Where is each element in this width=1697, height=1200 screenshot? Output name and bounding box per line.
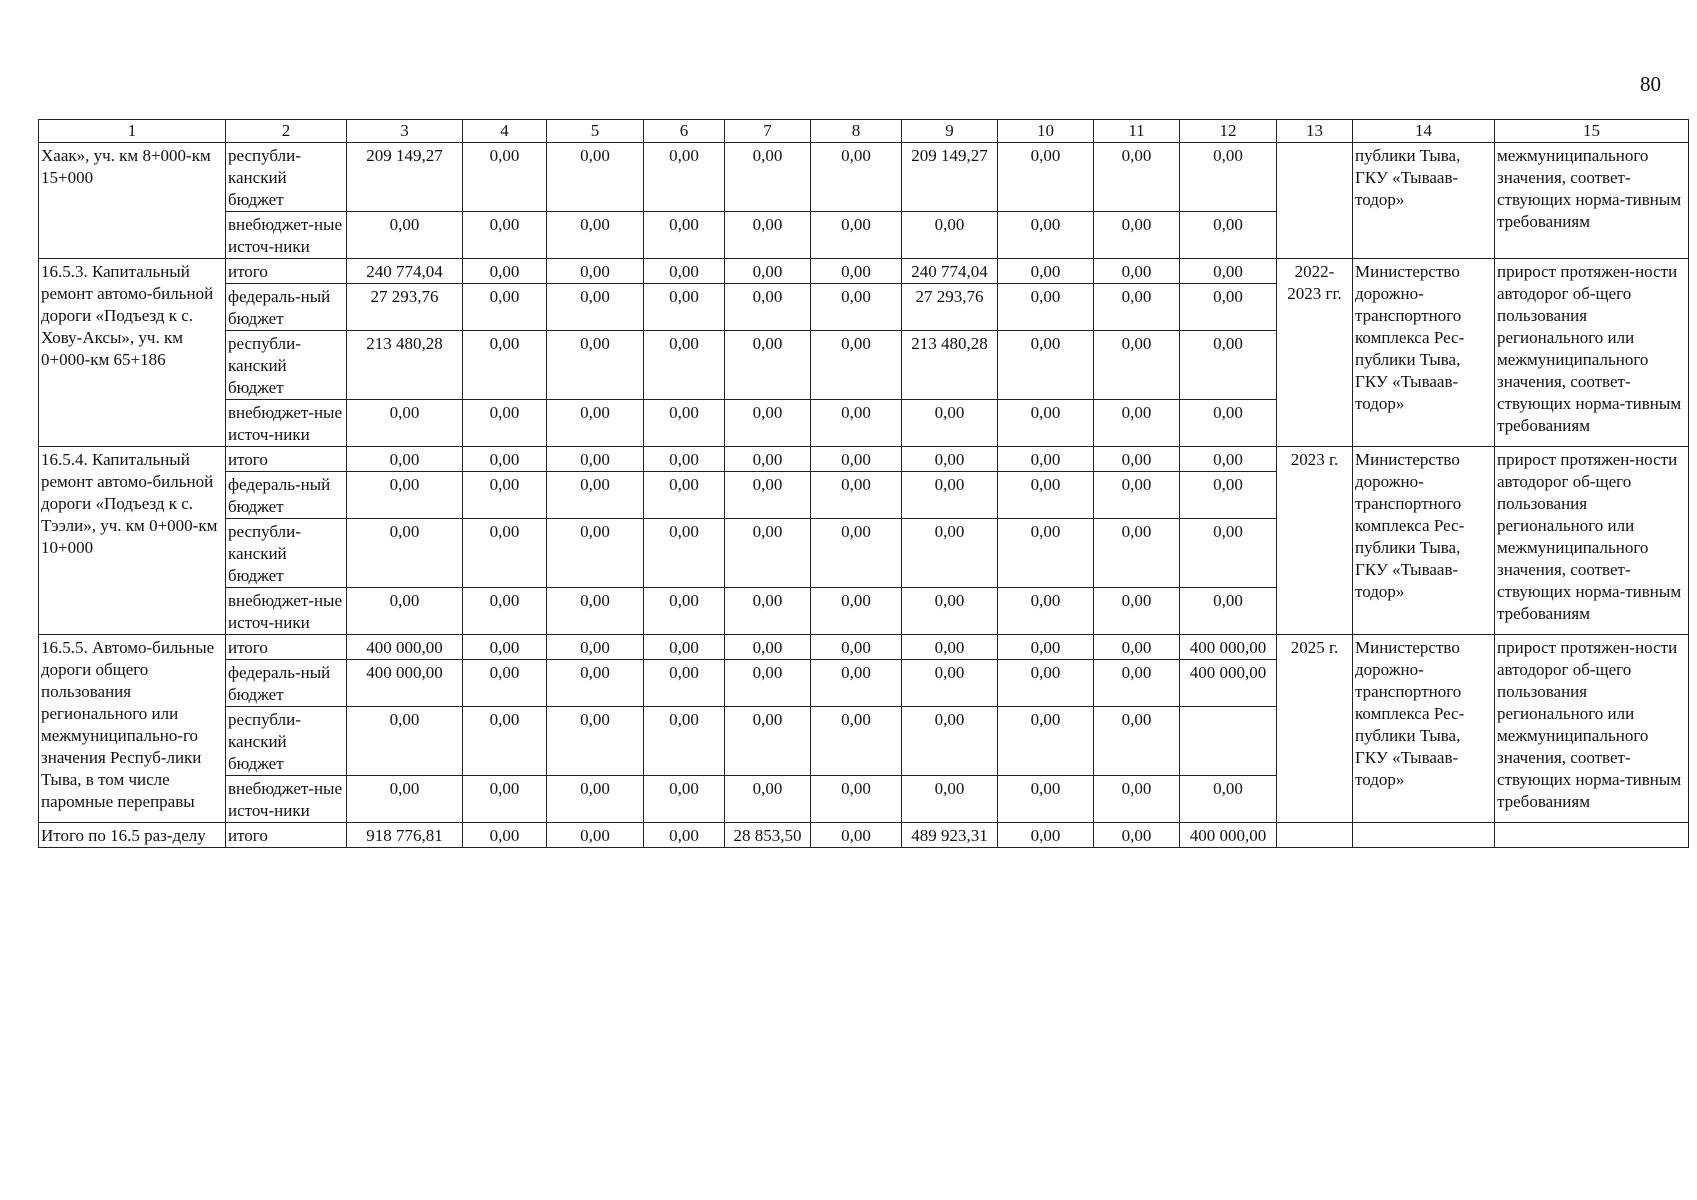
amount-cell: 0,00 (998, 472, 1094, 519)
column-number: 1 (39, 120, 226, 143)
measure-name-cell: 16.5.3. Капитальный ремонт автомо-бильной дороги «Подъезд к с. Хову-Аксы», уч. км 0+000-км 65+186 (39, 259, 226, 447)
amount-cell: 0,00 (1180, 588, 1277, 635)
amount-cell: 0,00 (1094, 400, 1180, 447)
amount-cell: 0,00 (644, 212, 725, 259)
amount-cell: 0,00 (547, 519, 644, 588)
amount-cell: 0,00 (811, 331, 902, 400)
amount-cell: 0,00 (902, 776, 998, 823)
amount-cell: 0,00 (547, 284, 644, 331)
period-cell (1277, 143, 1353, 259)
amount-cell: 0,00 (644, 472, 725, 519)
amount-cell: 0,00 (725, 212, 811, 259)
amount-cell: 213 480,28 (902, 331, 998, 400)
amount-cell: 0,00 (725, 143, 811, 212)
measure-name-cell: Хаак», уч. км 8+000-км 15+000 (39, 143, 226, 259)
amount-cell: 400 000,00 (1180, 635, 1277, 660)
amount-cell: 0,00 (644, 823, 725, 848)
result-cell: прирост протяжен-ности автодорог об-щего пользования регионального или межмуниципального значения, соответ-ствующих норма-тивным требованиям (1495, 447, 1689, 635)
amount-cell: 27 293,76 (347, 284, 463, 331)
executor-cell (1353, 823, 1495, 848)
period-cell: 2025 г. (1277, 635, 1353, 823)
column-number: 8 (811, 120, 902, 143)
amount-cell: 0,00 (347, 519, 463, 588)
amount-cell: 0,00 (1094, 472, 1180, 519)
amount-cell: 0,00 (644, 447, 725, 472)
amount-cell: 400 000,00 (347, 660, 463, 707)
amount-cell: 0,00 (811, 259, 902, 284)
funding-source-cell: итого (226, 635, 347, 660)
amount-cell: 0,00 (811, 400, 902, 447)
amount-cell: 0,00 (1180, 259, 1277, 284)
amount-cell: 0,00 (998, 707, 1094, 776)
amount-cell: 0,00 (1180, 447, 1277, 472)
amount-cell: 0,00 (463, 707, 547, 776)
amount-cell: 0,00 (1094, 143, 1180, 212)
amount-cell: 0,00 (725, 660, 811, 707)
funding-source-cell: внебюджет-ные источ-ники (226, 776, 347, 823)
amount-cell: 0,00 (811, 776, 902, 823)
amount-cell: 0,00 (811, 212, 902, 259)
amount-cell: 0,00 (811, 707, 902, 776)
period-cell (1277, 823, 1353, 848)
amount-cell: 0,00 (902, 707, 998, 776)
amount-cell: 0,00 (1094, 447, 1180, 472)
amount-cell: 240 774,04 (347, 259, 463, 284)
table-row (39, 635, 1689, 660)
column-number: 6 (644, 120, 725, 143)
column-number: 2 (226, 120, 347, 143)
executor-cell: Министерство дорожно-транспортного комплекса Рес-публики Тыва, ГКУ «Тываав-тодор» (1353, 259, 1495, 447)
amount-cell: 0,00 (811, 447, 902, 472)
funding-source-cell: итого (226, 259, 347, 284)
column-number: 7 (725, 120, 811, 143)
amount-cell: 0,00 (547, 400, 644, 447)
amount-cell: 0,00 (644, 519, 725, 588)
table-row (39, 143, 1689, 212)
amount-cell: 0,00 (902, 447, 998, 472)
amount-cell: 0,00 (644, 660, 725, 707)
amount-cell: 0,00 (644, 707, 725, 776)
amount-cell: 0,00 (1094, 259, 1180, 284)
amount-cell: 0,00 (725, 472, 811, 519)
amount-cell: 0,00 (725, 331, 811, 400)
executor-cell: публики Тыва, ГКУ «Тываав-тодор» (1353, 143, 1495, 259)
amount-cell: 0,00 (725, 707, 811, 776)
amount-cell: 0,00 (811, 519, 902, 588)
result-cell: прирост протяжен-ности автодорог об-щего пользования регионального или межмуниципального значения, соответ-ствующих норма-тивным требованиям (1495, 635, 1689, 823)
amount-cell: 0,00 (725, 284, 811, 331)
amount-cell: 28 853,50 (725, 823, 811, 848)
amount-cell: 0,00 (347, 707, 463, 776)
amount-cell: 0,00 (1180, 519, 1277, 588)
amount-cell: 0,00 (902, 519, 998, 588)
amount-cell: 0,00 (1094, 707, 1180, 776)
amount-cell: 0,00 (547, 776, 644, 823)
amount-cell: 0,00 (463, 212, 547, 259)
amount-cell: 0,00 (1180, 472, 1277, 519)
amount-cell: 0,00 (902, 472, 998, 519)
amount-cell: 0,00 (463, 331, 547, 400)
column-number: 3 (347, 120, 463, 143)
amount-cell: 0,00 (1094, 212, 1180, 259)
measure-name-cell: 16.5.5. Автомо-бильные дороги общего пользования регионального или межмуниципально-го значения Респуб-лики Тыва, в том числе паромные переправы (39, 635, 226, 823)
amount-cell: 0,00 (463, 823, 547, 848)
column-number: 12 (1180, 120, 1277, 143)
amount-cell: 0,00 (998, 660, 1094, 707)
amount-cell: 0,00 (1180, 212, 1277, 259)
table-row (39, 823, 1689, 848)
amount-cell: 0,00 (644, 331, 725, 400)
amount-cell: 0,00 (1180, 400, 1277, 447)
amount-cell: 0,00 (1094, 823, 1180, 848)
amount-cell: 0,00 (644, 776, 725, 823)
amount-cell: 0,00 (463, 447, 547, 472)
funding-source-cell: федераль-ный бюджет (226, 284, 347, 331)
amount-cell: 0,00 (902, 212, 998, 259)
amount-cell: 0,00 (463, 660, 547, 707)
amount-cell: 0,00 (1094, 519, 1180, 588)
amount-cell: 0,00 (347, 776, 463, 823)
amount-cell: 0,00 (725, 447, 811, 472)
amount-cell: 0,00 (1180, 776, 1277, 823)
amount-cell: 0,00 (547, 331, 644, 400)
amount-cell: 0,00 (998, 284, 1094, 331)
result-cell: прирост протяжен-ности автодорог об-щего пользования регионального или межмуниципального значения, соответ-ствующих норма-тивным требованиям (1495, 259, 1689, 447)
funding-source-cell: федераль-ный бюджет (226, 660, 347, 707)
amount-cell: 0,00 (998, 143, 1094, 212)
table-row (39, 259, 1689, 284)
amount-cell: 0,00 (463, 143, 547, 212)
amount-cell: 0,00 (547, 707, 644, 776)
amount-cell: 0,00 (998, 447, 1094, 472)
amount-cell: 0,00 (998, 212, 1094, 259)
amount-cell: 489 923,31 (902, 823, 998, 848)
amount-cell: 209 149,27 (347, 143, 463, 212)
amount-cell: 0,00 (463, 588, 547, 635)
funding-source-cell: итого (226, 447, 347, 472)
amount-cell: 0,00 (347, 588, 463, 635)
amount-cell: 0,00 (347, 447, 463, 472)
executor-cell: Министерство дорожно-транспортного комплекса Рес-публики Тыва, ГКУ «Тываав-тодор» (1353, 635, 1495, 823)
amount-cell: 0,00 (998, 588, 1094, 635)
funding-source-cell: внебюджет-ные источ-ники (226, 212, 347, 259)
period-cell: 2022-2023 гг. (1277, 259, 1353, 447)
measure-name-cell: Итого по 16.5 раз-делу (39, 823, 226, 848)
amount-cell: 0,00 (998, 259, 1094, 284)
amount-cell: 0,00 (1094, 776, 1180, 823)
amount-cell: 0,00 (463, 776, 547, 823)
amount-cell: 0,00 (644, 635, 725, 660)
amount-cell: 0,00 (347, 472, 463, 519)
amount-cell: 0,00 (811, 284, 902, 331)
amount-cell: 0,00 (547, 588, 644, 635)
amount-cell: 0,00 (547, 259, 644, 284)
period-cell: 2023 г. (1277, 447, 1353, 635)
amount-cell: 0,00 (347, 400, 463, 447)
column-number: 15 (1495, 120, 1689, 143)
column-number: 4 (463, 120, 547, 143)
result-cell (1495, 823, 1689, 848)
amount-cell: 0,00 (725, 635, 811, 660)
column-number: 5 (547, 120, 644, 143)
amount-cell: 0,00 (1094, 660, 1180, 707)
amount-cell: 0,00 (644, 588, 725, 635)
funding-source-cell: республи-канский бюджет (226, 331, 347, 400)
amount-cell: 0,00 (644, 284, 725, 331)
funding-source-cell: внебюджет-ные источ-ники (226, 400, 347, 447)
amount-cell: 0,00 (998, 519, 1094, 588)
amount-cell: 0,00 (463, 635, 547, 660)
amount-cell: 0,00 (811, 635, 902, 660)
amount-cell: 0,00 (998, 776, 1094, 823)
table-row (39, 447, 1689, 472)
funding-source-cell: внебюджет-ные источ-ники (226, 588, 347, 635)
amount-cell: 0,00 (644, 143, 725, 212)
amount-cell: 0,00 (547, 447, 644, 472)
amount-cell: 0,00 (463, 259, 547, 284)
amount-cell: 0,00 (998, 635, 1094, 660)
funding-source-cell: федераль-ный бюджет (226, 472, 347, 519)
column-number: 11 (1094, 120, 1180, 143)
measure-name-cell: 16.5.4. Капитальный ремонт автомо-бильной дороги «Подъезд к с. Тээли», уч. км 0+000-км 10+000 (39, 447, 226, 635)
amount-cell: 0,00 (1180, 143, 1277, 212)
amount-cell: 0,00 (725, 588, 811, 635)
budget-table (38, 119, 1689, 848)
executor-cell: Министерство дорожно-транспортного комплекса Рес-публики Тыва, ГКУ «Тываав-тодор» (1353, 447, 1495, 635)
amount-cell: 0,00 (644, 400, 725, 447)
amount-cell: 0,00 (1180, 284, 1277, 331)
amount-cell: 0,00 (1094, 284, 1180, 331)
result-cell: межмуниципального значения, соответ-ствующих норма-тивным требованиям (1495, 143, 1689, 259)
column-number: 10 (998, 120, 1094, 143)
funding-source-cell: республи-канский бюджет (226, 707, 347, 776)
amount-cell: 400 000,00 (1180, 660, 1277, 707)
column-number: 14 (1353, 120, 1495, 143)
amount-cell: 0,00 (998, 400, 1094, 447)
funding-source-cell: республи-канский бюджет (226, 143, 347, 212)
amount-cell: 0,00 (902, 400, 998, 447)
funding-source-cell: республи-канский бюджет (226, 519, 347, 588)
amount-cell: 0,00 (811, 143, 902, 212)
amount-cell: 213 480,28 (347, 331, 463, 400)
amount-cell: 0,00 (547, 823, 644, 848)
amount-cell: 400 000,00 (1180, 823, 1277, 848)
amount-cell: 0,00 (1094, 635, 1180, 660)
amount-cell: 0,00 (811, 660, 902, 707)
column-number-row (39, 120, 1689, 143)
amount-cell: 27 293,76 (902, 284, 998, 331)
amount-cell: 0,00 (998, 823, 1094, 848)
amount-cell: 209 149,27 (902, 143, 998, 212)
amount-cell: 0,00 (725, 259, 811, 284)
amount-cell: 0,00 (811, 472, 902, 519)
column-number: 13 (1277, 120, 1353, 143)
amount-cell: 0,00 (644, 259, 725, 284)
amount-cell: 0,00 (1094, 588, 1180, 635)
page-number: 80 (1640, 72, 1661, 96)
amount-cell: 0,00 (463, 472, 547, 519)
amount-cell: 0,00 (547, 212, 644, 259)
amount-cell: 0,00 (902, 588, 998, 635)
amount-cell: 0,00 (725, 400, 811, 447)
column-number: 9 (902, 120, 998, 143)
amount-cell (1180, 707, 1277, 776)
amount-cell: 0,00 (547, 472, 644, 519)
amount-cell: 0,00 (1180, 331, 1277, 400)
amount-cell: 0,00 (347, 212, 463, 259)
amount-cell: 0,00 (725, 519, 811, 588)
amount-cell: 0,00 (463, 400, 547, 447)
amount-cell: 0,00 (811, 823, 902, 848)
amount-cell: 0,00 (547, 635, 644, 660)
funding-source-cell: итого (226, 823, 347, 848)
amount-cell: 0,00 (902, 660, 998, 707)
amount-cell: 0,00 (547, 143, 644, 212)
amount-cell: 0,00 (1094, 331, 1180, 400)
amount-cell: 0,00 (463, 284, 547, 331)
amount-cell: 240 774,04 (902, 259, 998, 284)
amount-cell: 0,00 (998, 331, 1094, 400)
amount-cell: 0,00 (463, 519, 547, 588)
amount-cell: 918 776,81 (347, 823, 463, 848)
amount-cell: 400 000,00 (347, 635, 463, 660)
amount-cell: 0,00 (902, 635, 998, 660)
amount-cell: 0,00 (811, 588, 902, 635)
amount-cell: 0,00 (725, 776, 811, 823)
amount-cell: 0,00 (547, 660, 644, 707)
